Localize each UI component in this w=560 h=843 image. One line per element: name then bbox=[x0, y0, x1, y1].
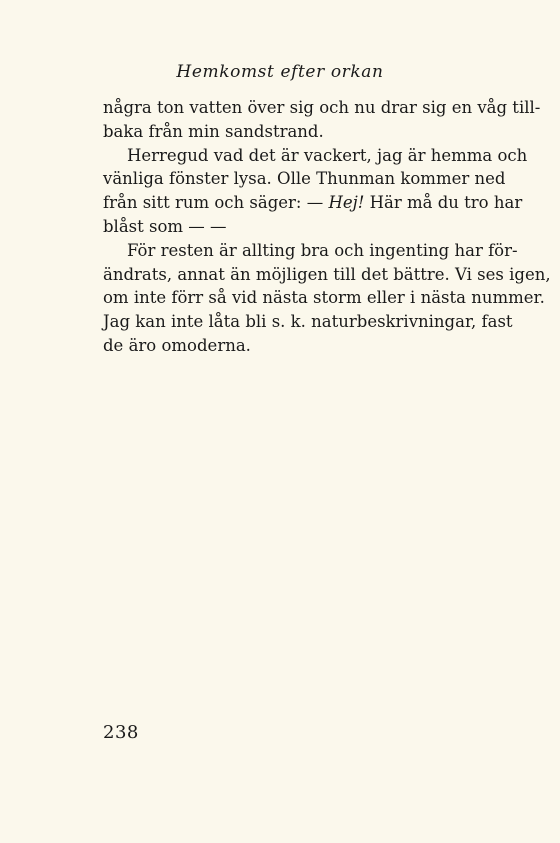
text-segment: från sitt rum och säger: — bbox=[103, 193, 329, 213]
running-head: Hemkomst efter orkan bbox=[176, 62, 384, 82]
body-text bbox=[103, 96, 551, 358]
text-line: Herregud vad det är vackert, jag är hemma och bbox=[127, 145, 528, 165]
text-segment: Här må du tro har bbox=[364, 193, 523, 213]
text-line: vänliga fönster lysa. Olle Thunman kommer ned bbox=[103, 169, 506, 189]
text-line: några ton vatten över sig och nu drar sig en våg till- bbox=[103, 98, 541, 117]
text-line: Jag kan inte låta bli s. k. naturbeskrivningar, fast bbox=[103, 312, 513, 332]
text-line: om inte förr så vid nästa storm eller i nästa nummer. bbox=[103, 288, 545, 308]
text-line: baka från min sandstrand. bbox=[103, 121, 324, 141]
text-line: de äro omoderna. bbox=[103, 335, 251, 355]
page-number: 238 bbox=[103, 722, 139, 743]
text-line: För resten är allting bra och ingenting har för- bbox=[127, 240, 518, 260]
text-line: blåst som — — bbox=[103, 216, 227, 236]
text-line bbox=[103, 191, 523, 215]
text-line: ändrats, annat än möjligen till det bättre. Vi ses igen, bbox=[103, 264, 551, 284]
italic-exclamation: Hej! bbox=[328, 193, 365, 213]
